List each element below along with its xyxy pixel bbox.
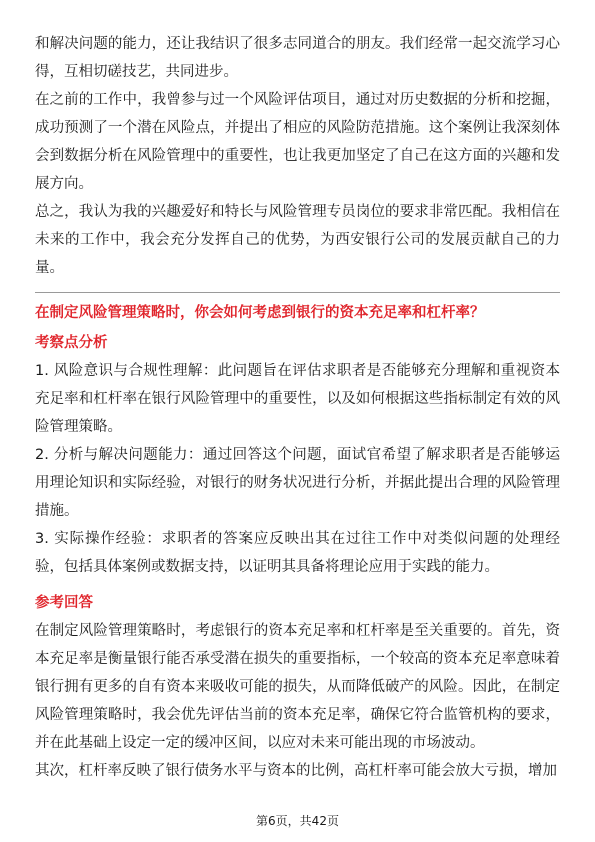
answer-paragraph-2: 其次，杠杆率反映了银行债务水平与资本的比例，高杠杆率可能会放大亏损，增加: [35, 763, 557, 779]
analysis-point-1: 1. 风险意识与合规性理解：此问题旨在评估求职者是否能够充分理解和重视资本充足率和杠杆率在银行风险管理中的重要性，以及如何根据这些指标制定有效的风险管理策略。: [35, 363, 560, 435]
document-page: [35, 30, 560, 785]
intro-paragraph-3: 总之，我认为我的兴趣爱好和特长与风险管理专员岗位的要求非常匹配。我相信在未来的工作中，我会充分发挥自己的优势，为西安银行公司的发展贡献自己的力量。: [35, 204, 560, 276]
interview-question: 在制定风险管理策略时，你会如何考虑到银行的资本充足率和杠杆率？: [35, 305, 485, 321]
answer-heading: 参考回答: [35, 595, 93, 611]
analysis-heading: 考察点分析: [35, 335, 108, 351]
section-divider: [35, 292, 560, 293]
answer-paragraph-1: 在制定风险管理策略时，考虑银行的资本充足率和杠杆率是至关重要的。首先，资本充足率是衡量银行能否承受潜在损失的重要指标，一个较高的资本充足率意味着银行拥有更多的自有资本来吸收可能的损失，从而降低破产的风险。因此，在制定风险管理策略时，我会优先评估当前的资本充足率，确保它符合监管机构的要求，并在此基础上设定一定的缓冲区间，以应对未来可能出现的市场波动。: [35, 623, 560, 751]
page-number: 第6页，共42页: [256, 814, 339, 828]
intro-paragraph-1: 和解决问题的能力，还让我结识了很多志同道合的朋友。我们经常一起交流学习心得，互相切磋技艺，共同进步。: [35, 36, 560, 80]
analysis-point-3: 3. 实际操作经验：求职者的答案应反映出其在过往工作中对类似问题的处理经验，包括具体案例或数据支持，以证明其具备将理论应用于实践的能力。: [35, 531, 560, 575]
intro-paragraph-2: 在之前的工作中，我曾参与过一个风险评估项目，通过对历史数据的分析和挖掘，成功预测了一个潜在风险点，并提出了相应的风险防范措施。这个案例让我深刻体会到数据分析在风险管理中的重要性，也让我更加坚定了自己在这方面的兴趣和发展方向。: [35, 92, 560, 192]
analysis-point-2: 2. 分析与解决问题能力：通过回答这个问题，面试官希望了解求职者是否能够运用理论知识和实际经验，对银行的财务状况进行分析，并据此提出合理的风险管理措施。: [35, 447, 560, 519]
